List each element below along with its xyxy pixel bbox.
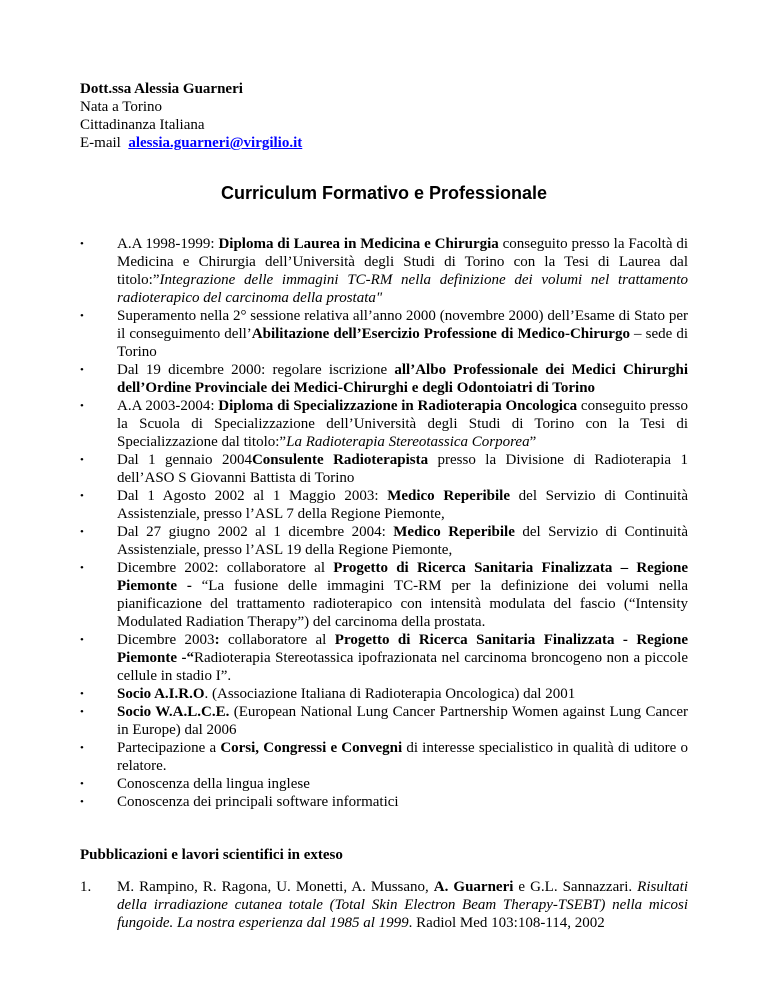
bullet-icon: • [80,742,84,754]
email-line [80,134,302,152]
list-item: • Dicembre 2002: collaboratore al Progetto di Ricerca Sanitaria Finalizzata – Regione Piemonte - “La fusione delle immagini TC-RM per la definizione dei volumi nella pianificazione del trattamento radioterapico con intensità modulata del fascio (“Intensity Modulated Radiation Therapy”) del carcinoma della prostata. [80,560,688,630]
list-item: • Dal 1 gennaio 2004Consulente Radioterapista presso la Divisione di Radioterapia 1 dell’ASO S Giovanni Battista di Torino [80,452,688,486]
citizenship: Cittadinanza Italiana [80,117,205,133]
list-item: • Conoscenza della lingua inglese [80,776,310,792]
bullet-icon: • [80,796,84,808]
list-item: • Dal 1 Agosto 2002 al 1 Maggio 2003: Medico Reperibile del Servizio di Continuità Assistenziale, presso l’ASL 7 della Regione Piemonte, [80,488,688,522]
list-item: • A.A 2003-2004: Diploma di Specializzazione in Radioterapia Oncologica conseguito presso la Scuola di Specializzazione dell’Università degli Studi di Torino con la Tesi di Specializzazione dal titolo:”La Radioterapia Stereotassica Corporea” [80,398,688,450]
publications-heading: Pubblicazioni e lavori scientifici in exteso [80,847,343,863]
birthplace: Nata a Torino [80,99,162,115]
list-item: • Superamento nella 2° sessione relativa all’anno 2000 (novembre 2000) dell’Esame di Stato per il conseguimento dell’Abilitazione dell’Esercizio Professione di Medico-Chirurgo – sede di Torino [80,308,688,360]
bullet-icon: • [80,400,84,412]
publication-item: 1. M. Rampino, R. Ragona, U. Monetti, A. Mussano, A. Guarneri e G.L. Sannazzari. Risultati della irradiazione cutanea totale (Total Skin Electron Beam Therapy-TSEBT) nella micosi fungoide. La nostra esperienza dal 1985 al 1999. Radiol Med 103:108-114, 2002 [80,879,688,931]
bullet-icon: • [80,454,84,466]
email-link[interactable]: alessia.guarneri@virgilio.it [128,135,303,151]
bullet-icon: • [80,562,84,574]
author-name: Dott.ssa Alessia Guarneri [80,81,243,97]
list-item: • Dal 19 dicembre 2000: regolare iscrizione all’Albo Professionale dei Medici Chirurghi dell’Ordine Provinciale dei Medici-Chirurghi e degli Odontoiatri di Torino [80,362,688,396]
publications-list [80,878,688,932]
bullet-icon: • [80,490,84,502]
bullet-icon: • [80,634,84,646]
bullet-icon: • [80,238,84,250]
bullet-icon: • [80,526,84,538]
bullet-icon: • [80,688,84,700]
list-item: • Socio A.I.R.O. (Associazione Italiana di Radioterapia Oncologica) dal 2001 [80,686,576,702]
list-item: • Dicembre 2003: collaboratore al Progetto di Ricerca Sanitaria Finalizzata - Regione Piemonte -“Radioterapia Stereotassica ipofrazionata nel carcinoma broncogeno non a piccole cellule in stadio I”. [80,632,689,684]
bullet-icon: • [80,364,84,376]
bullet-icon: • [80,310,84,322]
list-item: • A.A 1998-1999: Diploma di Laurea in Medicina e Chirurgia conseguito presso la Facoltà di Medicina e Chirurgia dell’Università degli Studi di Torino con la Tesi di Laurea dal titolo:”Integrazione delle immagini TC-RM nella definizione dei volumi nel trattamento radioterapico del carcinoma della prostata" [80,236,689,306]
contact-block [80,80,302,152]
email-label: E-mail [80,135,121,151]
page-title: Curriculum Formativo e Professionale [220,183,548,203]
cv-list [80,235,688,811]
list-item: • Conoscenza dei principali software informatici [80,794,399,810]
publication-number: 1. [80,879,92,895]
list-item: • Socio W.A.L.C.E. (European National Lung Cancer Partnership Women against Lung Cancer in Europe) dal 2006 [80,704,688,738]
bullet-icon: • [80,778,84,790]
bullet-icon: • [80,706,84,718]
list-item: • Partecipazione a Corsi, Congressi e Convegni di interesse specialistico in qualità di uditore o relatore. [80,740,688,774]
list-item: • Dal 27 giugno 2002 al 1 dicembre 2004: Medico Reperibile del Servizio di Continuità Assistenziale, presso l’ASL 19 della Regione Piemonte, [80,524,688,558]
